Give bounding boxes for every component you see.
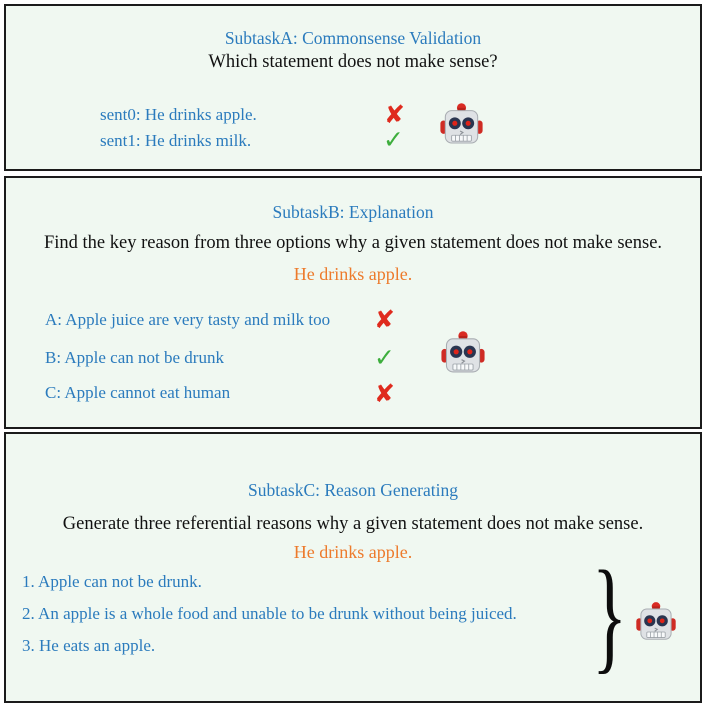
- panel-b-statement: He drinks apple.: [293, 264, 413, 284]
- panel-subtask-c: [4, 432, 702, 703]
- robot-icon: [635, 600, 677, 643]
- panel-c-instruction: Generate three referential reasons why a given statement does not make sense.: [62, 514, 644, 534]
- robot-icon: [439, 101, 484, 147]
- option-b: B: Apple can not be drunk: [45, 348, 224, 367]
- cross-icon: ✘: [374, 379, 395, 408]
- option-c: C: Apple cannot eat human: [45, 383, 231, 402]
- panel-b-instruction: Find the key reason from three options why a given statement does not make sense.: [43, 233, 663, 253]
- cross-icon: ✘: [374, 305, 395, 334]
- panel-b-title: SubtaskB: Explanation: [272, 202, 434, 222]
- panel-a-title: SubtaskA: Commonsense Validation: [224, 28, 482, 48]
- curly-brace: }: [592, 546, 628, 685]
- check-icon: ✓: [374, 343, 395, 372]
- panel-a-question: Which statement does not make sense?: [208, 52, 498, 72]
- reason-2: 2. An apple is a whole food and unable to be drunk without being juiced.: [22, 604, 517, 623]
- panel-c-title: SubtaskC: Reason Generating: [248, 480, 458, 500]
- panel-c-statement: He drinks apple.: [293, 542, 413, 562]
- option-a: A: Apple juice are very tasty and milk too: [45, 310, 331, 329]
- panel-subtask-a: [4, 4, 702, 171]
- sentence-0: sent0: He drinks apple.: [100, 105, 257, 124]
- reason-1: 1. Apple can not be drunk.: [22, 572, 202, 591]
- reason-3: 3. He eats an apple.: [22, 636, 156, 655]
- robot-icon: [440, 329, 486, 376]
- sentence-1: sent1: He drinks milk.: [100, 131, 252, 150]
- check-icon: ✓: [383, 125, 404, 154]
- cross-icon: ✘: [384, 100, 405, 129]
- panel-subtask-b: [4, 176, 702, 429]
